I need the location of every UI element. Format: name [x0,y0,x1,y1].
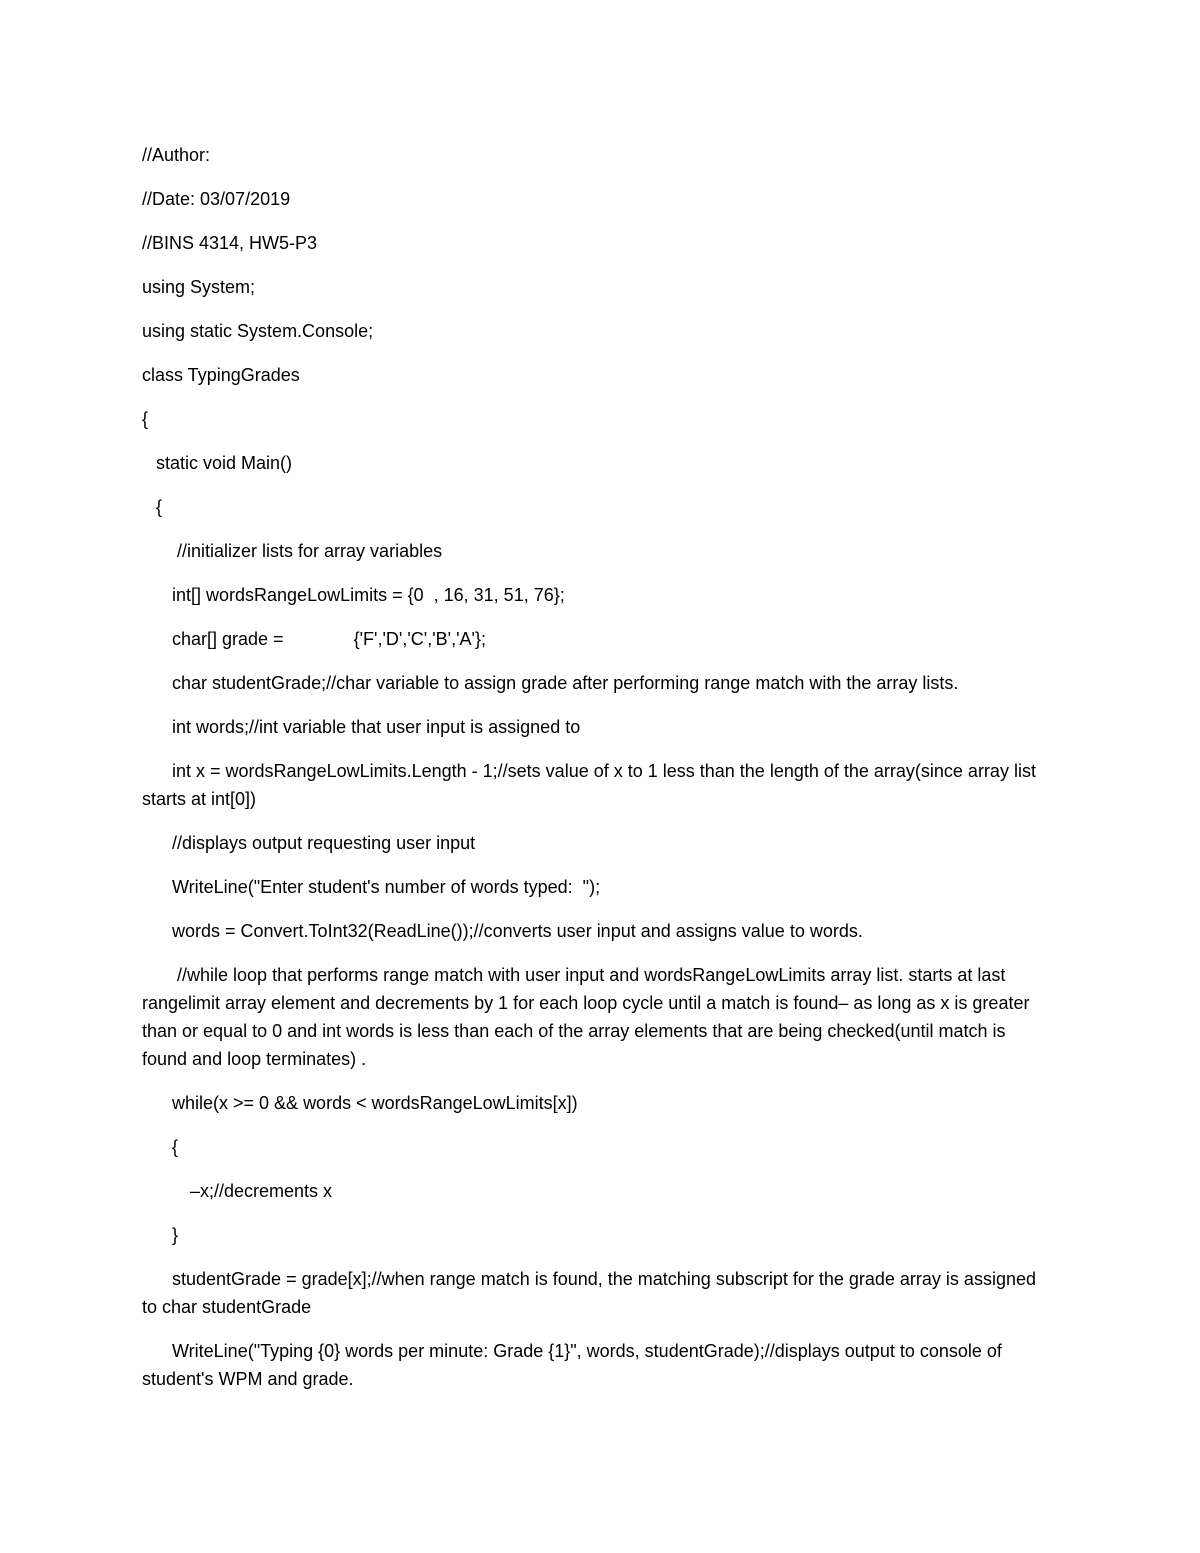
while-open-brace: { [172,1137,179,1157]
prompt-comment: //displays output requesting user input [172,833,476,853]
prompt-writeline: WriteLine("Enter student's number of words typed: "); [172,877,601,897]
decrement-line: –x;//decrements x [190,1181,333,1201]
main-method-line: static void Main() [156,453,293,473]
code-listing [142,141,1054,1409]
output-writeline: WriteLine("Typing {0} words per minute: Grade {1}", words, studentGrade);//displays output to console of student's WPM and grade. [142,1341,1007,1389]
initializer-comment: //initializer lists for array variables [172,541,443,561]
range-limits-declaration: int[] wordsRangeLowLimits = {0 , 16, 31, 51, 76}; [172,585,565,605]
grade-array-declaration: char[] grade = {'F','D','C','B','A'}; [172,629,486,649]
class-declaration-line: class TypingGrades [142,365,300,385]
course-comment: //BINS 4314, HW5-P3 [142,233,318,253]
read-input-line: words = Convert.ToInt32(ReadLine());//converts user input and assigns value to words. [172,921,863,941]
main-open-brace: { [156,497,163,517]
x-declaration: int x = wordsRangeLowLimits.Length - 1;//sets value of x to 1 less than the length of the array(since array list starts at int[0]) [142,761,1041,809]
words-declaration: int words;//int variable that user input is assigned to [172,717,581,737]
using-system-line: using System; [142,277,256,297]
student-grade-declaration: char studentGrade;//char variable to assign grade after performing range match with the array lists. [172,673,959,693]
class-open-brace: { [142,409,149,429]
assign-grade-line: studentGrade = grade[x];//when range match is found, the matching subscript for the grade array is assigned to char studentGrade [142,1269,1041,1317]
using-static-console-line: using static System.Console; [142,321,374,341]
while-loop-comment: //while loop that performs range match with user input and wordsRangeLowLimits array list. starts at last rangelimit array element and decrements by 1 for each loop cycle until a match is found– as long as x is greater than or equal to 0 and int words is less than each of the array elements that are being checked(until match is found and loop terminates) . [142,965,1035,1069]
date-comment: //Date: 03/07/2019 [142,189,291,209]
while-statement: while(x >= 0 && words < wordsRangeLowLimits[x]) [172,1093,578,1113]
author-comment: //Author: [142,145,211,165]
while-close-brace: } [172,1225,179,1245]
